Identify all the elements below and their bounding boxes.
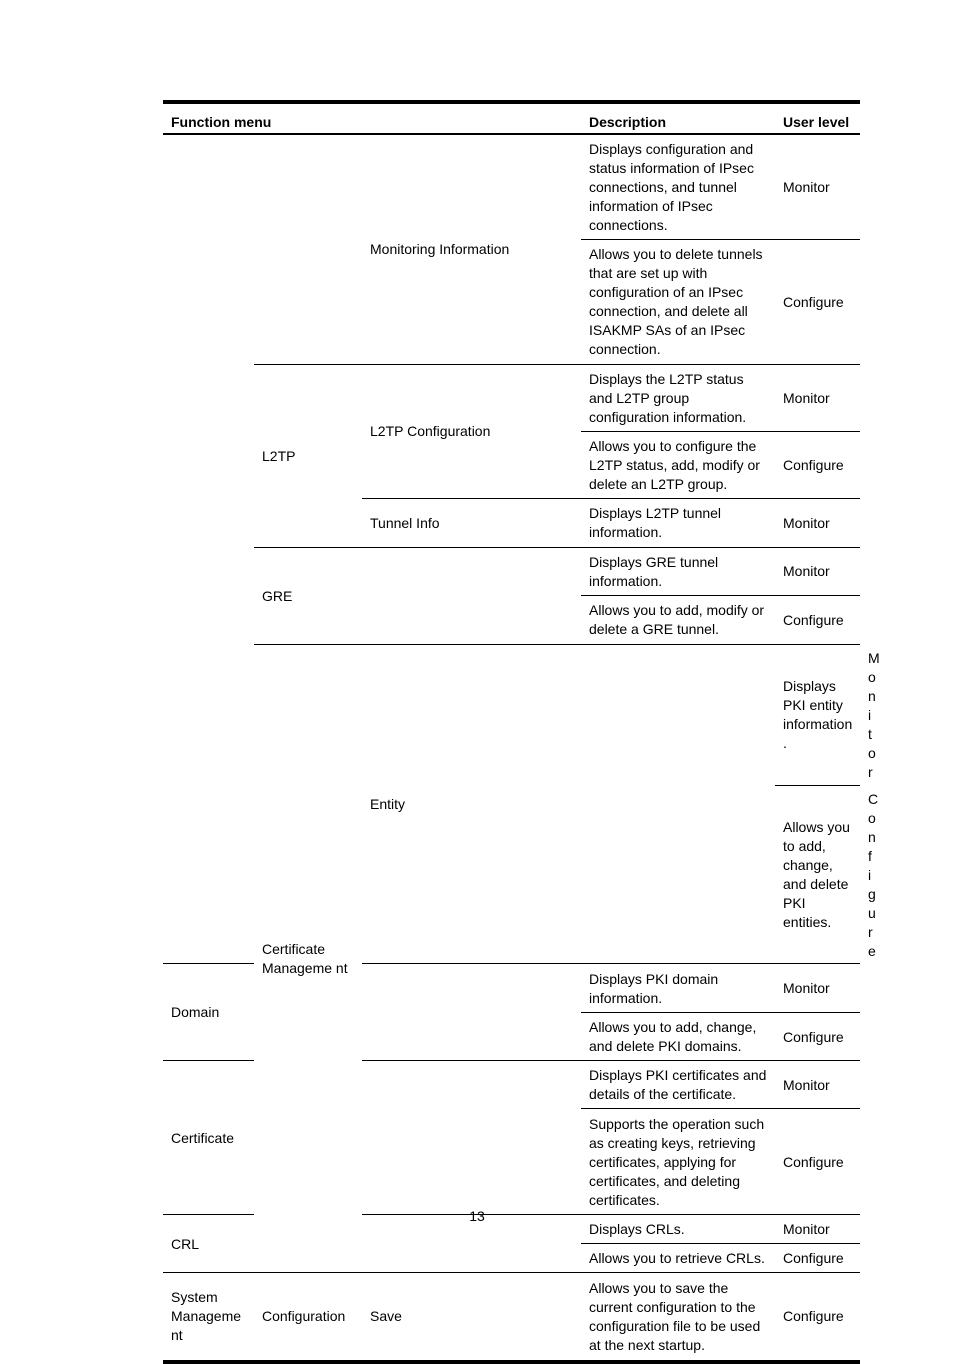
description-cell: Displays L2TP tunnel information. [581,498,775,547]
user-level-cell: Configure [775,595,860,644]
table-row [163,1273,860,1362]
user-level-cell: Configure [775,431,860,498]
user-level-cell: Monitor [775,498,860,547]
header-function-menu: Function menu [163,102,581,134]
l2-domain: Domain [163,964,254,1061]
l1-certificate-management: Certificate Manageme nt [254,644,362,1273]
header-description: Description [581,102,775,134]
user-level-cell: Configure [775,1273,860,1362]
description-cell: Allows you to configure the L2TP status, add, modify or delete an L2TP group. [581,431,775,498]
l2-crl: CRL [163,1215,254,1273]
user-level-cell: Monitor [783,178,830,195]
description-cell: Allows you to add, change, and delete PKI entities. [775,785,860,964]
l2-entity: Entity [362,644,581,964]
l2-certificate: Certificate [163,1061,254,1215]
table-row [163,134,860,239]
description-cell: Displays PKI certificates and details of the certificate. [581,1061,775,1109]
l3-cell-empty [362,964,581,1061]
description-cell: Allows you to delete tunnels that are set up with configuration of an IPsec connection, and delete all ISAKMP SAs of an IPsec connection. [581,239,775,364]
user-level-cell: Configure [775,239,860,364]
description-cell: Displays PKI domain information. [581,964,775,1013]
l2-gre: GRE [254,547,362,644]
l3-tunnel-info: Tunnel Info [362,498,581,547]
l3-cell-empty [581,644,775,964]
function-menu-table [163,100,880,1364]
user-level-cell: Monitor [775,1061,860,1109]
l1-system-management: System Manageme nt [163,1273,254,1362]
description-cell: Displays PKI entity information. [775,644,860,785]
description-cell: Displays the L2TP status and L2TP group configuration information. [581,364,775,431]
l3-l2tp-configuration: L2TP Configuration [362,364,581,498]
description-cell: Allows you to save the current configuration to the configuration file to be used at the next startup. [581,1273,775,1362]
l2-configuration: Configuration [254,1273,362,1362]
user-level-cell: Monitor [775,364,860,431]
page-number: 13 [469,1208,485,1224]
table-row [163,364,860,431]
header-user-level: User level [775,102,860,134]
table-row: Allows you to add, change, and delete PKI entities. Configure [163,785,860,964]
table-row [163,547,860,595]
l3-save: Save [362,1273,581,1362]
description-cell: Displays GRE tunnel information. [581,547,775,595]
l2-l2tp: L2TP [254,364,362,547]
description-cell: Displays CRLs. [581,1215,775,1244]
description-cell: Allows you to add, modify or delete a GRE tunnel. [581,595,775,644]
user-level-cell: Monitor [775,547,860,595]
l1-cell-empty [163,134,254,964]
table-row: Certificate Manageme nt Entity Displays PKI entity information. Monitor [163,644,860,785]
user-level-cell: Monitor [775,1215,860,1244]
description-cell: Supports the operation such as creating keys, retrieving certificates, applying for certificates, and deleting certificates. [581,1109,775,1215]
user-level-cell: Configure [775,1013,860,1061]
user-level-cell: Monitor [775,964,860,1013]
l3-cell-empty [362,1061,581,1215]
l3-cell-empty [362,547,581,644]
l3-monitoring-information: Monitoring Information [370,241,510,258]
table-header-row [163,102,860,134]
user-level-cell: Configure [775,1244,860,1273]
description-cell: Displays configuration and status information of IPsec connections, and tunnel information of IPsec connections. [589,140,754,233]
description-cell: Allows you to retrieve CRLs. [581,1244,775,1273]
user-level-cell: Configure [775,1109,860,1215]
description-cell: Allows you to add, change, and delete PKI domains. [581,1013,775,1061]
l2-cell-empty [254,134,362,364]
